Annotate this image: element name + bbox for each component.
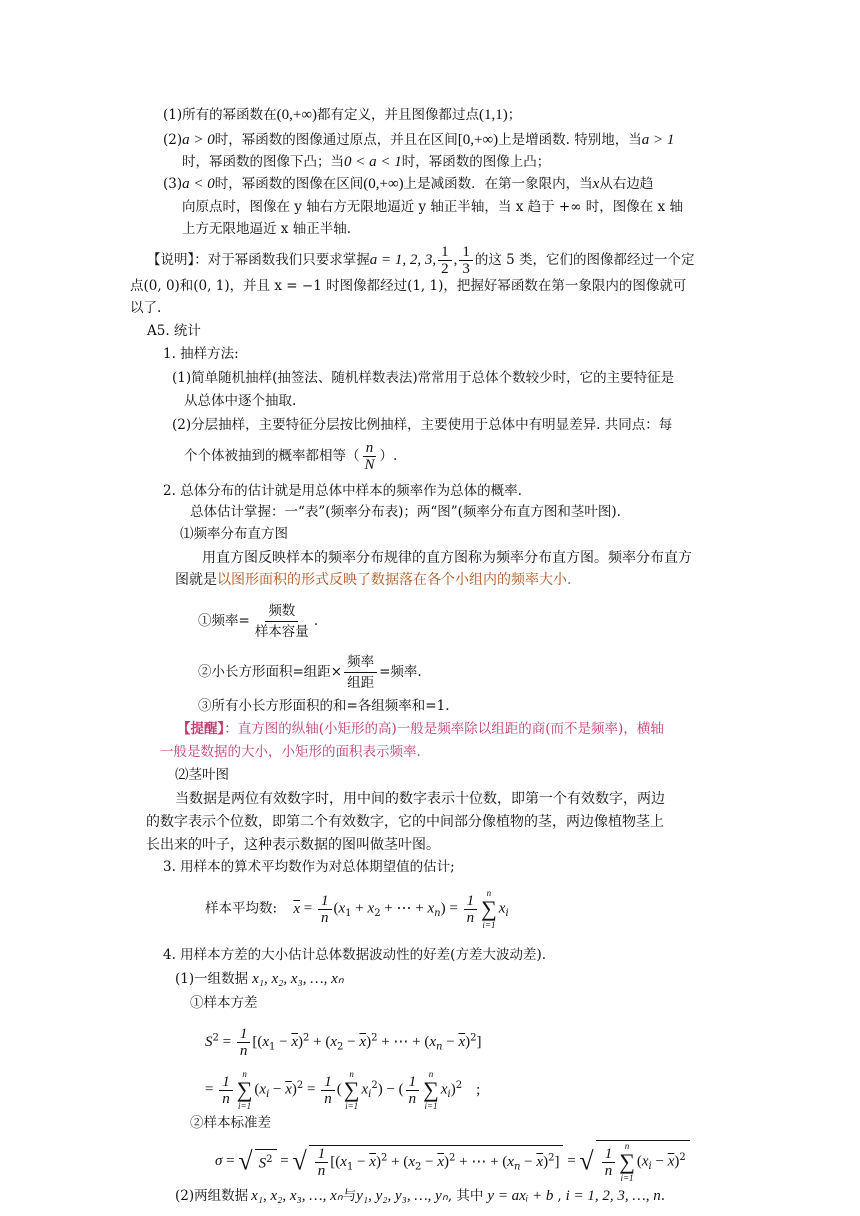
fraction: $\frac{1}{n}$ bbox=[321, 1074, 335, 1107]
fraction-half bbox=[438, 244, 452, 277]
text: (2) bbox=[163, 132, 183, 148]
numerator: 1 bbox=[438, 244, 452, 261]
power-item-2-line-2 bbox=[182, 153, 550, 171]
text: ）. bbox=[379, 448, 398, 464]
text: 时，幂函数的图像在区间 bbox=[214, 176, 364, 192]
sampling-2-line-2 bbox=[184, 440, 397, 473]
text: 上是增函数. 特别地，当 bbox=[498, 132, 642, 148]
exponent-list: a = 1, 2, 3, bbox=[369, 252, 437, 268]
linear-relation: y = axᵢ + b bbox=[487, 1188, 554, 1204]
denominator: 3 bbox=[462, 261, 470, 277]
sequence: x₁, x₂, x₃, …, xₙ bbox=[252, 971, 344, 987]
tip-line-2: 一般是数据的大小，小矩形的面积表示频率. bbox=[160, 744, 421, 760]
note-line-2: 点(0, 0)和(0, 1)，并且 x = −1 时图像都经过(1, 1)，把握好幂函数在第一象限内的图像就可 bbox=[130, 278, 687, 294]
tip-label: 【提醒】 bbox=[177, 721, 225, 737]
fraction: $\frac{1}{n}$ bbox=[315, 1146, 329, 1179]
fraction-n-over-N bbox=[362, 440, 378, 473]
sampling-2: (2)分层抽样，主要特征分层按比例抽样，主要使用于总体中有明显差异. 共同点：每 bbox=[172, 417, 673, 433]
fraction: $\frac{1}{n}$ bbox=[464, 893, 478, 926]
text: ②小长方形面积=组距× bbox=[198, 664, 343, 680]
x-bar: $\overline{x}$ bbox=[293, 900, 301, 917]
formula-sum: ③所有小长方形面积的和=各组频率和=1. bbox=[198, 698, 450, 714]
sum-sign: n ∑ i=1 bbox=[619, 1141, 635, 1183]
highlight: 以图形面积的形式反映了数据落在各个小组内的频率大小. bbox=[217, 572, 572, 588]
text: 个个体被抽到的概率都相等（ bbox=[184, 448, 360, 464]
condition: a > 0 bbox=[182, 132, 215, 148]
sampling-1: (1)简单随机抽样(抽签法、随机样数表法)常常用于总体个数较少时，它的主要特征是 bbox=[172, 370, 675, 386]
variance-formula: $S^2$ = $\frac{1}{n}$ [$(x_1 - \overline{x})^2 + (x_2 - \overline{x})^2$ + ⋯ + $(x_n - \overline{x})^2$] bbox=[205, 1026, 482, 1059]
numerator: 1 bbox=[459, 244, 473, 261]
fraction: $\frac{1}{n}$ bbox=[602, 1146, 616, 1179]
text: ：直方图的纵轴(小矩形的高)一般是频率除以组距的商(而不是频率)，横轴 bbox=[224, 721, 664, 737]
sampling-1-line-2: 从总体中逐个抽取. bbox=[184, 393, 297, 409]
text: 图就是 bbox=[175, 572, 217, 588]
std-label: ②样本标准差 bbox=[190, 1115, 271, 1131]
histogram-desc: 用直方图反映样本的频率分布规律的直方图称为频率分布直方图。频率分布直方 bbox=[202, 550, 692, 566]
denominator: 样本容量 bbox=[254, 624, 309, 640]
text: ； bbox=[507, 107, 522, 123]
std-formula: σ = √ $S^2$ = √ $\frac{1}{n}$ [$(x_1 - \overline{x})^2 + (x_2 - \overline{x})^2$ + ⋯ + $(x_n - \overline{x})^2$] = √ $\frac{1}{n}$ n ∑ i=1 $(x_i - \overline{x})^2$ bbox=[215, 1140, 690, 1183]
fraction bbox=[344, 652, 377, 693]
text: 上是减函数．在第一象限内，当 bbox=[403, 176, 593, 192]
fraction-third bbox=[459, 244, 473, 277]
mean-formula: 样本平均数: $\overline{x}$ = $\frac{1}{n}$ ($x_1 + x_2$ + ⋯ + $x_n$) = $\frac{1}{n}$ n ∑ i=1 $x_i$ bbox=[205, 888, 509, 930]
index-range: i = 1, 2, 3, …, n bbox=[565, 1188, 661, 1204]
variance-label: ①样本方差 bbox=[190, 995, 258, 1011]
two-data-sets bbox=[175, 1187, 665, 1205]
numerator: 频率 bbox=[344, 652, 377, 673]
stem-leaf-desc-line-2: 的数字表示个位数，即第二个有效数字，它的中间部分像植物的茎，两边像植物茎上 bbox=[146, 814, 664, 830]
fraction bbox=[252, 601, 312, 642]
text: . bbox=[660, 1188, 666, 1204]
text: (1)一组数据 bbox=[175, 971, 249, 987]
text: =频率. bbox=[379, 664, 422, 680]
var-x: x bbox=[592, 176, 600, 192]
text: (3) bbox=[163, 176, 183, 192]
power-item-3-line-2: 向原点时，图像在 y 轴右方无限地逼近 y 轴正半轴，当 x 趋于 +∞ 时，图像在 x 轴 bbox=[182, 199, 683, 215]
fraction: $\frac{1}{n}$ bbox=[406, 1074, 420, 1107]
interval: (0,+∞) bbox=[276, 107, 318, 123]
text: . bbox=[313, 613, 319, 629]
text: 都有定义，并且图像都过点 bbox=[317, 107, 480, 123]
power-item-3 bbox=[163, 175, 653, 193]
variance-formula-expanded: = $\frac{1}{n}$ n ∑ i=1 $(x_i - \overline{x})^2$ = $\frac{1}{n}$ ( n ∑ i=1 $x_i^2$) − ( $\frac{1}{n}$ n ∑ i=1 $x_i)^2$ ; bbox=[205, 1069, 481, 1111]
mean-label: 样本平均数: bbox=[205, 900, 278, 917]
sampling-title: 1. 抽样方法: bbox=[163, 346, 239, 362]
text: (2)两组数据 bbox=[175, 1188, 249, 1204]
condition: a < 0 bbox=[182, 176, 215, 192]
denominator: 2 bbox=[441, 261, 449, 277]
condition: 0 < a < 1 bbox=[344, 154, 402, 170]
formula-frequency bbox=[198, 601, 318, 642]
tip bbox=[177, 720, 664, 738]
sequence-x: x₁, x₂, x₃, …, xₙ bbox=[251, 1188, 343, 1204]
formula-area bbox=[198, 652, 422, 693]
data-set bbox=[175, 970, 344, 988]
text: 时，幂函数的图像通过原点，并且在区间 bbox=[214, 132, 458, 148]
stem-leaf-desc: 当数据是两位有效数字时，用中间的数字表示十位数，即第一个有效数字，两边 bbox=[175, 791, 665, 807]
note-label: 【说明】 bbox=[147, 252, 195, 268]
mean-title: 3. 用样本的算术平均数作为对总体期望值的估计; bbox=[163, 859, 455, 875]
note-line-3: 以了. bbox=[130, 300, 162, 316]
stem-leaf-title: ⑵茎叶图 bbox=[175, 767, 229, 783]
note: 【说明】：对于幂函数我们只要求掌握a = 1, 2, 3, $\frac{1}{2}$ , $\frac{1}{3}$ 的这 5 类，它们的图像都经过一个定 bbox=[147, 244, 695, 277]
distribution-summary: 总体估计掌握：一“表”(频率分布表)；两“图”(频率分布直方图和茎叶图). bbox=[190, 504, 621, 520]
section-heading: A5. 统计 bbox=[147, 323, 201, 339]
condition: a > 1 bbox=[641, 132, 675, 148]
power-item-2 bbox=[163, 131, 674, 149]
sum-sign: n ∑ i=1 bbox=[423, 1069, 439, 1111]
sum-sign: n ∑ i=1 bbox=[343, 1069, 360, 1111]
sequence-y: y₁, y₂, y₃, …, yₙ bbox=[356, 1188, 448, 1204]
numerator: n bbox=[363, 440, 377, 457]
denominator: 组距 bbox=[347, 675, 375, 691]
stem-leaf-desc-line-3: 长出来的叶子，这种表示数据的图叫做茎叶图。 bbox=[146, 837, 440, 853]
point: (1,1) bbox=[479, 107, 508, 123]
histogram-title: ⑴频率分布直方图 bbox=[180, 526, 288, 542]
text: 从右边趋 bbox=[599, 176, 654, 192]
histogram-desc-line-2 bbox=[175, 571, 571, 589]
sum-sign: n ∑ i=1 bbox=[481, 888, 497, 930]
denominator: N bbox=[364, 457, 375, 473]
interval: [0,+∞) bbox=[457, 132, 499, 148]
distribution-title: 2. 总体分布的估计就是用总体中样本的频率作为总体的概率. bbox=[163, 483, 522, 499]
text: , bbox=[557, 1188, 562, 1204]
power-item-3-line-3: 上方无限地逼近 x 轴正半轴. bbox=[182, 221, 351, 237]
fraction: $\frac{1}{n}$ bbox=[318, 893, 332, 926]
text: 的这 5 类，它们的图像都经过一个定 bbox=[474, 252, 695, 268]
text: 与 bbox=[342, 1188, 357, 1204]
text: , 其中 bbox=[447, 1188, 484, 1204]
numerator: 频数 bbox=[265, 601, 298, 622]
text: ①频率= bbox=[198, 613, 250, 629]
interval: (0,+∞) bbox=[363, 176, 404, 192]
fraction: $\frac{1}{n}$ bbox=[219, 1074, 233, 1107]
sum-sign: n ∑ i=1 bbox=[236, 1069, 253, 1111]
power-item-1 bbox=[163, 106, 521, 124]
text: (1)所有的幂函数在 bbox=[163, 107, 277, 123]
fraction: $\frac{1}{n}$ bbox=[237, 1026, 251, 1059]
text: 时，幂函数的图像上凸； bbox=[401, 154, 551, 170]
text: 时，幂函数的图像下凸；当 bbox=[182, 154, 344, 170]
text: ：对于幂函数我们只要求掌握 bbox=[194, 252, 370, 268]
variance-title: 4. 用样本方差的大小估计总体数据波动性的好差(方差大波动差). bbox=[163, 947, 546, 963]
